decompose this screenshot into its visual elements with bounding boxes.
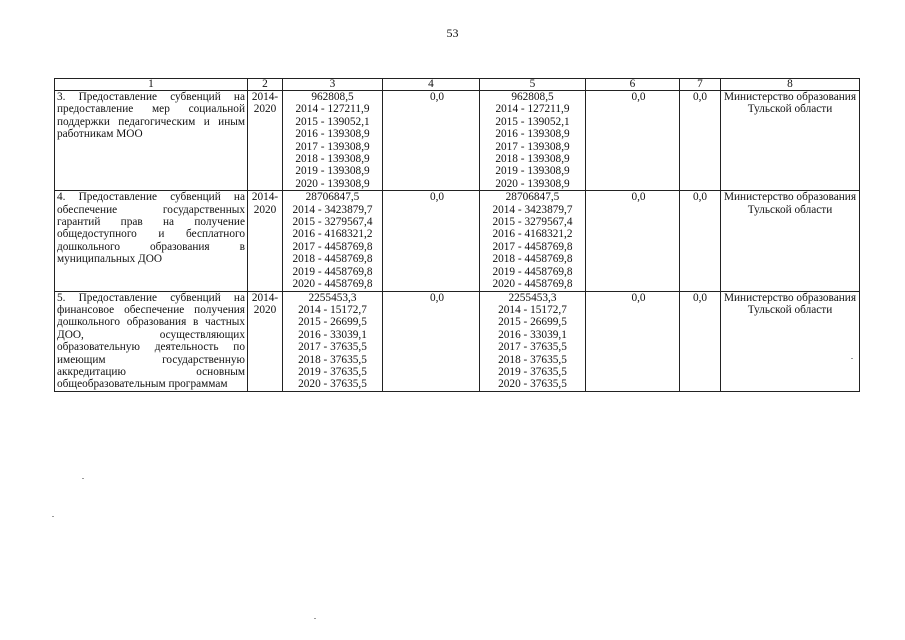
header-row xyxy=(55,79,860,91)
year-value: 2018 - 37635,5 xyxy=(498,353,567,366)
year-value: 2020 - 139308,9 xyxy=(295,177,370,190)
period-cell xyxy=(248,191,283,291)
column-header: 2 xyxy=(248,79,283,91)
table-row xyxy=(55,291,860,391)
year-value: 2017 - 4458769,8 xyxy=(492,240,573,253)
year-value: 2014 - 127211,9 xyxy=(295,103,370,116)
period-end: 2020 xyxy=(253,103,277,116)
year-value: 2016 - 4168321,2 xyxy=(292,228,373,241)
col6-cell xyxy=(586,291,680,391)
col4-value: 0,0 xyxy=(429,91,445,103)
total-value: 28706847,5 xyxy=(305,191,360,204)
year-value: 2018 - 37635,5 xyxy=(298,353,367,366)
total-funding-cell xyxy=(283,191,383,291)
year-value: 2016 - 33039,1 xyxy=(298,328,367,341)
year-value: 2017 - 139308,9 xyxy=(295,140,370,153)
year-value: 2017 - 37635,5 xyxy=(498,341,567,354)
year-value: 2019 - 139308,9 xyxy=(495,165,570,178)
total-value: 962808,5 xyxy=(511,91,554,103)
year-value: 2016 - 33039,1 xyxy=(498,328,567,341)
total-value: 28706847,5 xyxy=(505,191,560,204)
col6-value: 0,0 xyxy=(631,291,646,304)
year-value: 2015 - 139052,1 xyxy=(495,115,570,128)
executor-cell: Министерство образования Тульской области xyxy=(721,191,860,291)
col4-value: 0,0 xyxy=(429,291,445,304)
year-value: 2014 - 15172,7 xyxy=(298,303,367,316)
year-value: 2015 - 3279567,4 xyxy=(492,216,573,229)
col6-value: 0,0 xyxy=(631,91,646,103)
col7-value: 0,0 xyxy=(692,291,708,304)
col7-cell xyxy=(680,191,721,291)
regional-funding-cell xyxy=(480,291,586,391)
year-value: 2018 - 4458769,8 xyxy=(492,253,573,266)
period-cell xyxy=(248,291,283,391)
col7-value: 0,0 xyxy=(692,191,708,204)
year-value: 2014 - 15172,7 xyxy=(498,303,567,316)
year-value: 2019 - 4458769,8 xyxy=(492,265,573,278)
column-header: 8 xyxy=(721,79,860,91)
year-value: 2019 - 37635,5 xyxy=(298,365,367,378)
table-row xyxy=(55,191,860,291)
table-row xyxy=(55,91,860,191)
year-value: 2020 - 37635,5 xyxy=(298,378,367,391)
col7-value: 0,0 xyxy=(692,91,708,103)
year-value: 2017 - 4458769,8 xyxy=(292,240,373,253)
scan-speck xyxy=(314,618,316,619)
executor-cell: Министерство образования Тульской области xyxy=(721,291,860,391)
col4-cell xyxy=(383,91,480,191)
total-value: 2255453,3 xyxy=(308,291,357,304)
total-funding-cell xyxy=(283,291,383,391)
year-value: 2019 - 37635,5 xyxy=(498,365,567,378)
year-value: 2018 - 4458769,8 xyxy=(292,253,373,266)
column-header: 3 xyxy=(283,79,383,91)
col6-cell xyxy=(586,191,680,291)
col4-cell xyxy=(383,291,480,391)
page-number: 53 xyxy=(446,26,459,40)
regional-funding-cell xyxy=(480,91,586,191)
year-value: 2018 - 139308,9 xyxy=(495,153,570,166)
year-value: 2014 - 3423879,7 xyxy=(292,203,373,216)
year-value: 2016 - 4168321,2 xyxy=(492,228,573,241)
year-value: 2015 - 3279567,4 xyxy=(292,216,373,229)
year-value: 2015 - 26699,5 xyxy=(498,316,567,329)
year-value: 2020 - 139308,9 xyxy=(495,177,570,190)
column-header: 5 xyxy=(480,79,586,91)
period-start: 2014- xyxy=(251,291,279,304)
col7-cell xyxy=(680,291,721,391)
column-header: 1 xyxy=(55,79,248,91)
measure-description: 5. Предоставление субвенций на финансовое обеспечение получения дошкольного образования в частных ДОО, осуществляющих образовательную деятельность по имеющим государственную аккредитацию основным общеобразовательным программам xyxy=(55,291,248,391)
column-header: 7 xyxy=(680,79,721,91)
scan-speck xyxy=(851,358,853,359)
column-header: 6 xyxy=(586,79,680,91)
year-value: 2017 - 37635,5 xyxy=(298,341,367,354)
scan-speck xyxy=(82,478,84,479)
col6-cell xyxy=(586,91,680,191)
year-value: 2014 - 3423879,7 xyxy=(492,203,573,216)
col7-cell xyxy=(680,91,721,191)
year-value: 2020 - 37635,5 xyxy=(498,378,567,391)
year-value: 2020 - 4458769,8 xyxy=(492,278,573,291)
year-value: 2016 - 139308,9 xyxy=(295,128,370,141)
measure-description: 4. Предоставление субвенций на обеспечение государственных гарантий прав на получение общедоступного и бесплатного дошкольного образования в муниципальных ДОО xyxy=(55,191,248,291)
year-value: 2015 - 26699,5 xyxy=(298,316,367,329)
executor-cell: Министерство образования Тульской области xyxy=(721,91,860,191)
period-end: 2020 xyxy=(253,203,277,216)
year-value: 2014 - 127211,9 xyxy=(495,103,570,116)
year-value: 2015 - 139052,1 xyxy=(295,115,370,128)
col4-cell xyxy=(383,191,480,291)
period-end: 2020 xyxy=(253,303,277,316)
total-funding-cell xyxy=(283,91,383,191)
year-value: 2019 - 139308,9 xyxy=(295,165,370,178)
year-value: 2020 - 4458769,8 xyxy=(292,278,373,291)
col4-value: 0,0 xyxy=(429,191,445,204)
period-cell xyxy=(248,91,283,191)
program-table xyxy=(54,78,860,392)
scan-speck xyxy=(52,516,54,517)
year-value: 2016 - 139308,9 xyxy=(495,128,570,141)
year-value: 2017 - 139308,9 xyxy=(495,140,570,153)
measure-description: 3. Предоставление субвенций на предоставление мер социальной поддержки педагогическим и иным работникам МОО xyxy=(55,91,248,191)
column-header: 4 xyxy=(383,79,480,91)
col6-value: 0,0 xyxy=(631,191,646,204)
year-value: 2018 - 139308,9 xyxy=(295,153,370,166)
period-start: 2014- xyxy=(251,91,279,103)
total-value: 2255453,3 xyxy=(508,291,557,304)
period-start: 2014- xyxy=(251,191,279,204)
year-value: 2019 - 4458769,8 xyxy=(292,265,373,278)
regional-funding-cell xyxy=(480,191,586,291)
total-value: 962808,5 xyxy=(311,91,354,103)
